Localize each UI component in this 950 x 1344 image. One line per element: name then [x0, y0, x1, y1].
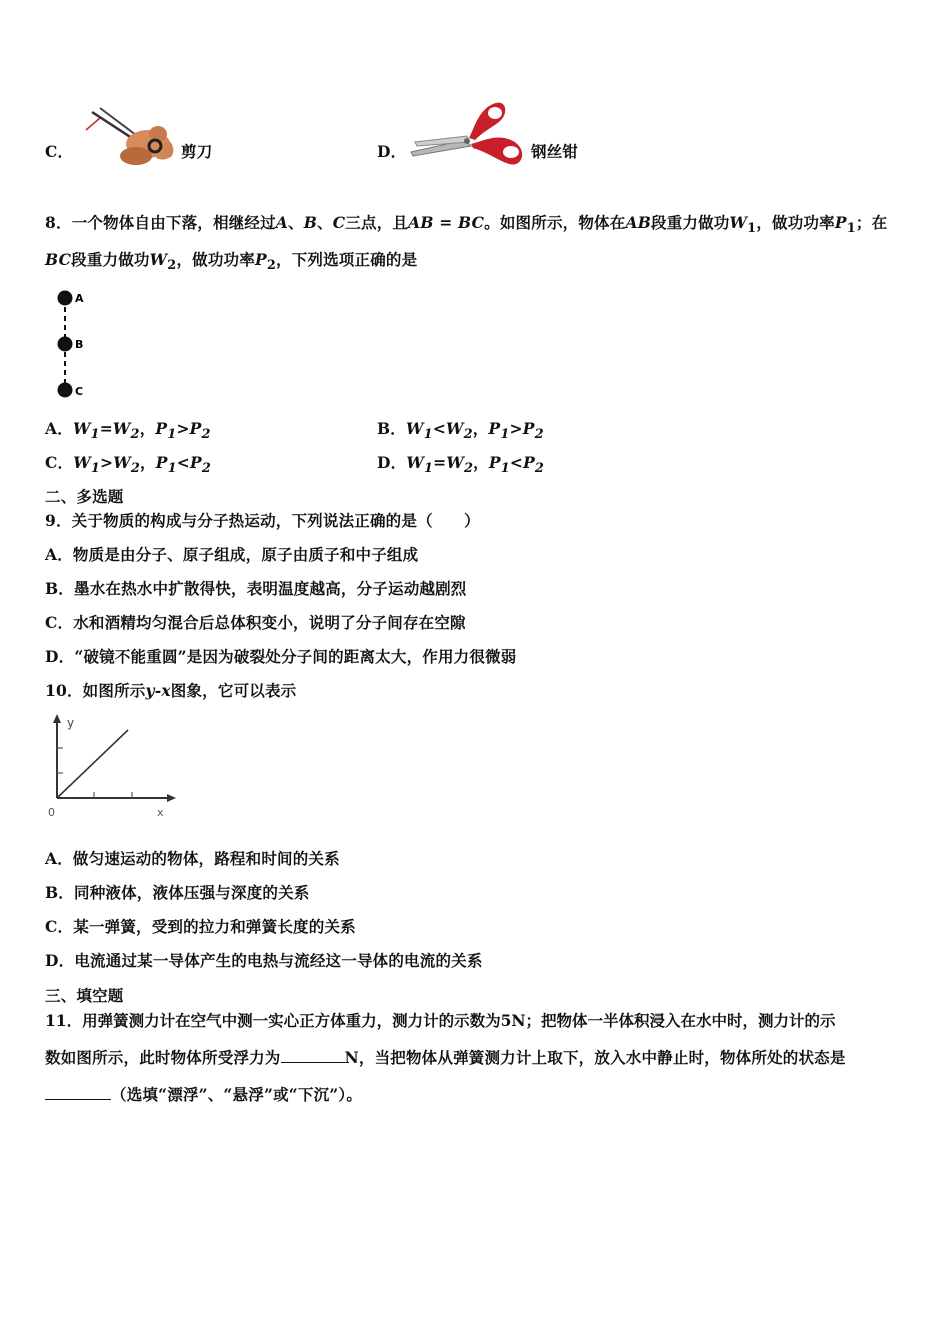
q9-option-a: A．物质是由分子、原子组成，原子由质子和中子组成 [45, 545, 419, 564]
q9-option-d: D．“破镜不能重圆”是因为破裂处分子间的距离太大，作用力很微弱 [45, 647, 517, 666]
section-heading-multiple-choice: 二、多选题 [45, 487, 124, 506]
red-scissors-icon [405, 96, 530, 172]
q8-option-d: D．$W_1=W_2$，$P_1<P_2$ [377, 453, 545, 477]
q11-blank-2[interactable] [45, 1099, 111, 1100]
point-b [58, 337, 73, 352]
q7-option-d-letter: D． [377, 142, 407, 161]
section-heading-fill-in: 三、填空题 [45, 986, 124, 1005]
q9-option-b: B．墨水在热水中扩散得快，表明温度越高，分子运动越剧烈 [45, 579, 467, 598]
point-c-label: C [75, 385, 84, 398]
q10-stem: 10．如图所示y-x图象，它可以表示 [45, 681, 297, 700]
q8-option-b: B．$W_1<W_2$，$P_1>P_2$ [377, 419, 544, 443]
q10-option-a: A．做匀速运动的物体，路程和时间的关系 [45, 849, 340, 868]
q10-option-d: D．电流通过某一导体产生的电热与流经这一导体的电流的关系 [45, 951, 483, 970]
q8-option-a: A．$W_1=W_2$，$P_1>P_2$ [45, 419, 211, 443]
q11-stem-line1: 11．用弹簧测力计在空气中测一实心正方体重力，测力计的示数为5N；把物体一半体积浸入在水中时，测力计的示 [45, 1011, 836, 1030]
q11-blank-1[interactable] [281, 1062, 345, 1063]
q11-stem-line3: （选填“漂浮”、“悬浮”或“下沉”）。 [45, 1083, 362, 1105]
q9-option-c: C．水和酒精均匀混合后总体积变小，说明了分子间存在空隙 [45, 613, 466, 632]
q7-option-d-label: 钢丝钳 [531, 142, 579, 161]
origin-label: 0 [48, 806, 55, 819]
y-x-graph [44, 712, 180, 822]
q11-stem-line2: 数如图所示，此时物体所受浮力为 N，当把物体从弹簧测力计上取下，放入水中静止时，物体所处的状态是 [45, 1048, 846, 1067]
point-b-label: B [75, 338, 84, 351]
q7-option-c-letter: C． [45, 142, 74, 161]
q9-stem: 9．关于物质的构成与分子热运动，下列说法正确的是（ ） [45, 511, 480, 530]
point-a-label: A [75, 292, 84, 305]
q10-option-b: B．同种液体，液体压强与深度的关系 [45, 883, 310, 902]
point-a [58, 291, 73, 306]
point-c [58, 383, 73, 398]
falling-points-figure [52, 286, 102, 402]
q7-option-c-label: 剪刀 [181, 142, 213, 161]
q10-option-c: C．某一弹簧，受到的拉力和弹簧长度的关系 [45, 917, 356, 936]
proportional-line [57, 730, 128, 798]
q8-stem-line1: 8．一个物体自由下落，相继经过A、B、C三点，且AB = BC。如图所示，物体在AB段重力做功$W_1$，做功功率$P_1$；在 [45, 213, 888, 237]
tweezers-with-hand-icon [78, 100, 178, 172]
y-axis-label: y [67, 716, 75, 730]
x-axis-label: x [157, 806, 164, 819]
q8-option-c: C．$W_1>W_2$，$P_1<P_2$ [45, 453, 212, 477]
q8-stem-line2: BC段重力做功$W_2$，做功功率$P_2$，下列选项正确的是 [45, 250, 418, 274]
